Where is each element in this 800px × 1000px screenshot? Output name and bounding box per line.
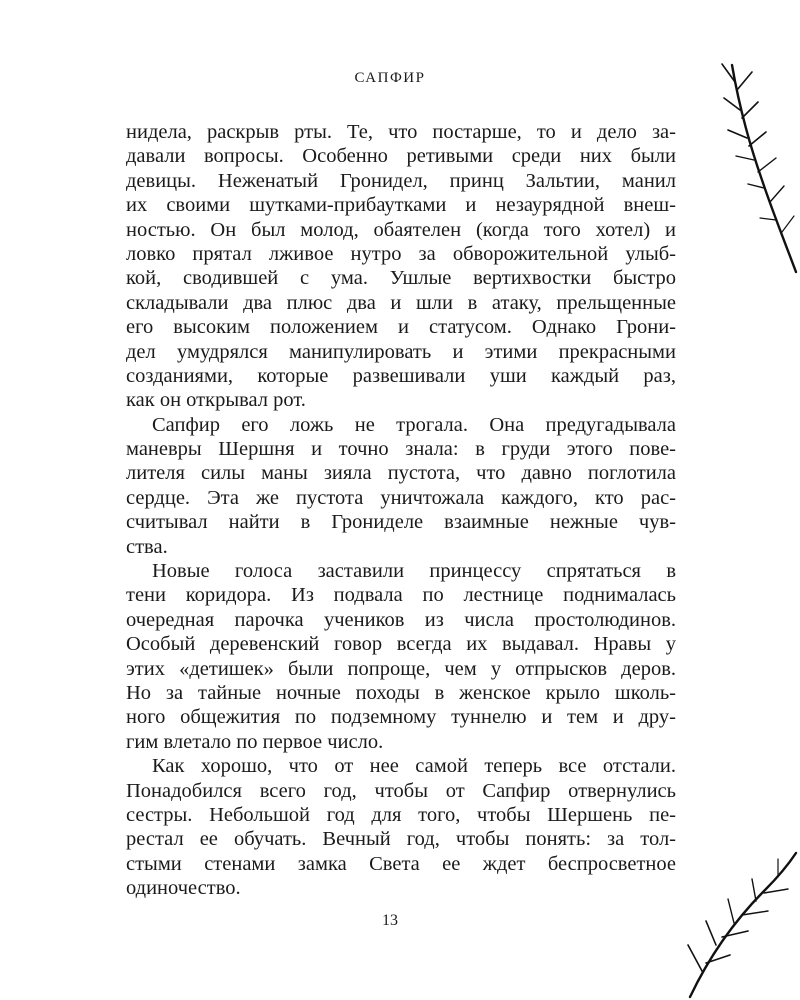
text-line: гим влетало по первое число. <box>126 730 384 753</box>
text-line: Понадобился всего год, чтобы от Сапфир отвернулись <box>126 779 676 802</box>
branch-ornament-icon <box>660 845 800 1000</box>
text-line: кой, сводившей с ума. Ушлые вертихвостки быстро <box>126 267 676 290</box>
text-line: девицы. Неженатый Гронидел, принц Зальтии, манил <box>126 169 676 192</box>
text-line: очередная парочка учеников из числа простолюдинов. <box>126 608 676 631</box>
text-line: тени коридора. Из подвала по лестнице поднималась <box>126 584 676 607</box>
text-line: ства. <box>126 535 168 558</box>
text-line: Особый деревенский говор всегда их выдавал. Нравы у <box>126 633 676 656</box>
text-line: маневры Шершня и точно знала: в груди этого пове- <box>126 438 676 461</box>
text-line: складывали два плюс два и шли в атаку, прельщенные <box>126 291 676 314</box>
text-line: сердце. Эта же пустота уничтожала каждого, кто рас- <box>126 486 676 509</box>
text-line: давали вопросы. Особенно ретивыми среди них были <box>126 145 676 168</box>
text-line: одиночество. <box>126 877 241 900</box>
text-line: ностью. Он был молод, обаятелен (когда того хотел) и <box>126 218 676 241</box>
text-line: рестал ее обучать. Вечный год, чтобы понять: за тол- <box>126 828 676 851</box>
text-line: его высоким положением и статусом. Однако Грони- <box>126 316 676 339</box>
text-line: считывал найти в Грониделе взаимные нежные чув- <box>126 511 676 534</box>
text-line: как он открывал рот. <box>126 389 306 412</box>
text-line: сестры. Небольшой год для того, чтобы Шершень пе- <box>126 803 676 826</box>
text-line: Как хорошо, что от нее самой теперь все отстали. <box>152 755 676 778</box>
text-line: этих «детишек» были попроще, чем у отпрысков деров. <box>126 657 676 680</box>
text-line: Но за тайные ночные походы в женское крыло школь- <box>126 681 676 704</box>
text-line: Сапфир его ложь не трогала. Она предугадывала <box>152 413 676 436</box>
text-line: их своими шутками-прибаутками и незаурядной внеш- <box>126 194 676 217</box>
text-line: стыми стенами замка Света ее ждет беспросветное <box>126 852 676 875</box>
text-line: лителя силы маны зияла пустота, что давно поглотила <box>126 462 676 485</box>
text-line: дел умудрялся манипулировать и этими прекрасными <box>126 340 676 363</box>
branch-ornament-icon <box>718 60 800 275</box>
text-line: нидела, раскрыв рты. Те, что постарше, то и дело за- <box>126 121 676 143</box>
body-text <box>126 120 676 901</box>
page-number: 13 <box>382 912 398 929</box>
text-line: ловко прятал лживое нутро за обворожительной улыб- <box>126 242 676 265</box>
text-line: созданиями, которые развешивали уши каждый раз, <box>126 364 676 387</box>
text-line: ного общежития по подземному туннелю и тем и дру- <box>126 706 676 729</box>
text-line: Новые голоса заставили принцессу спрятаться в <box>152 560 676 583</box>
running-head: САПФИР <box>354 70 426 86</box>
